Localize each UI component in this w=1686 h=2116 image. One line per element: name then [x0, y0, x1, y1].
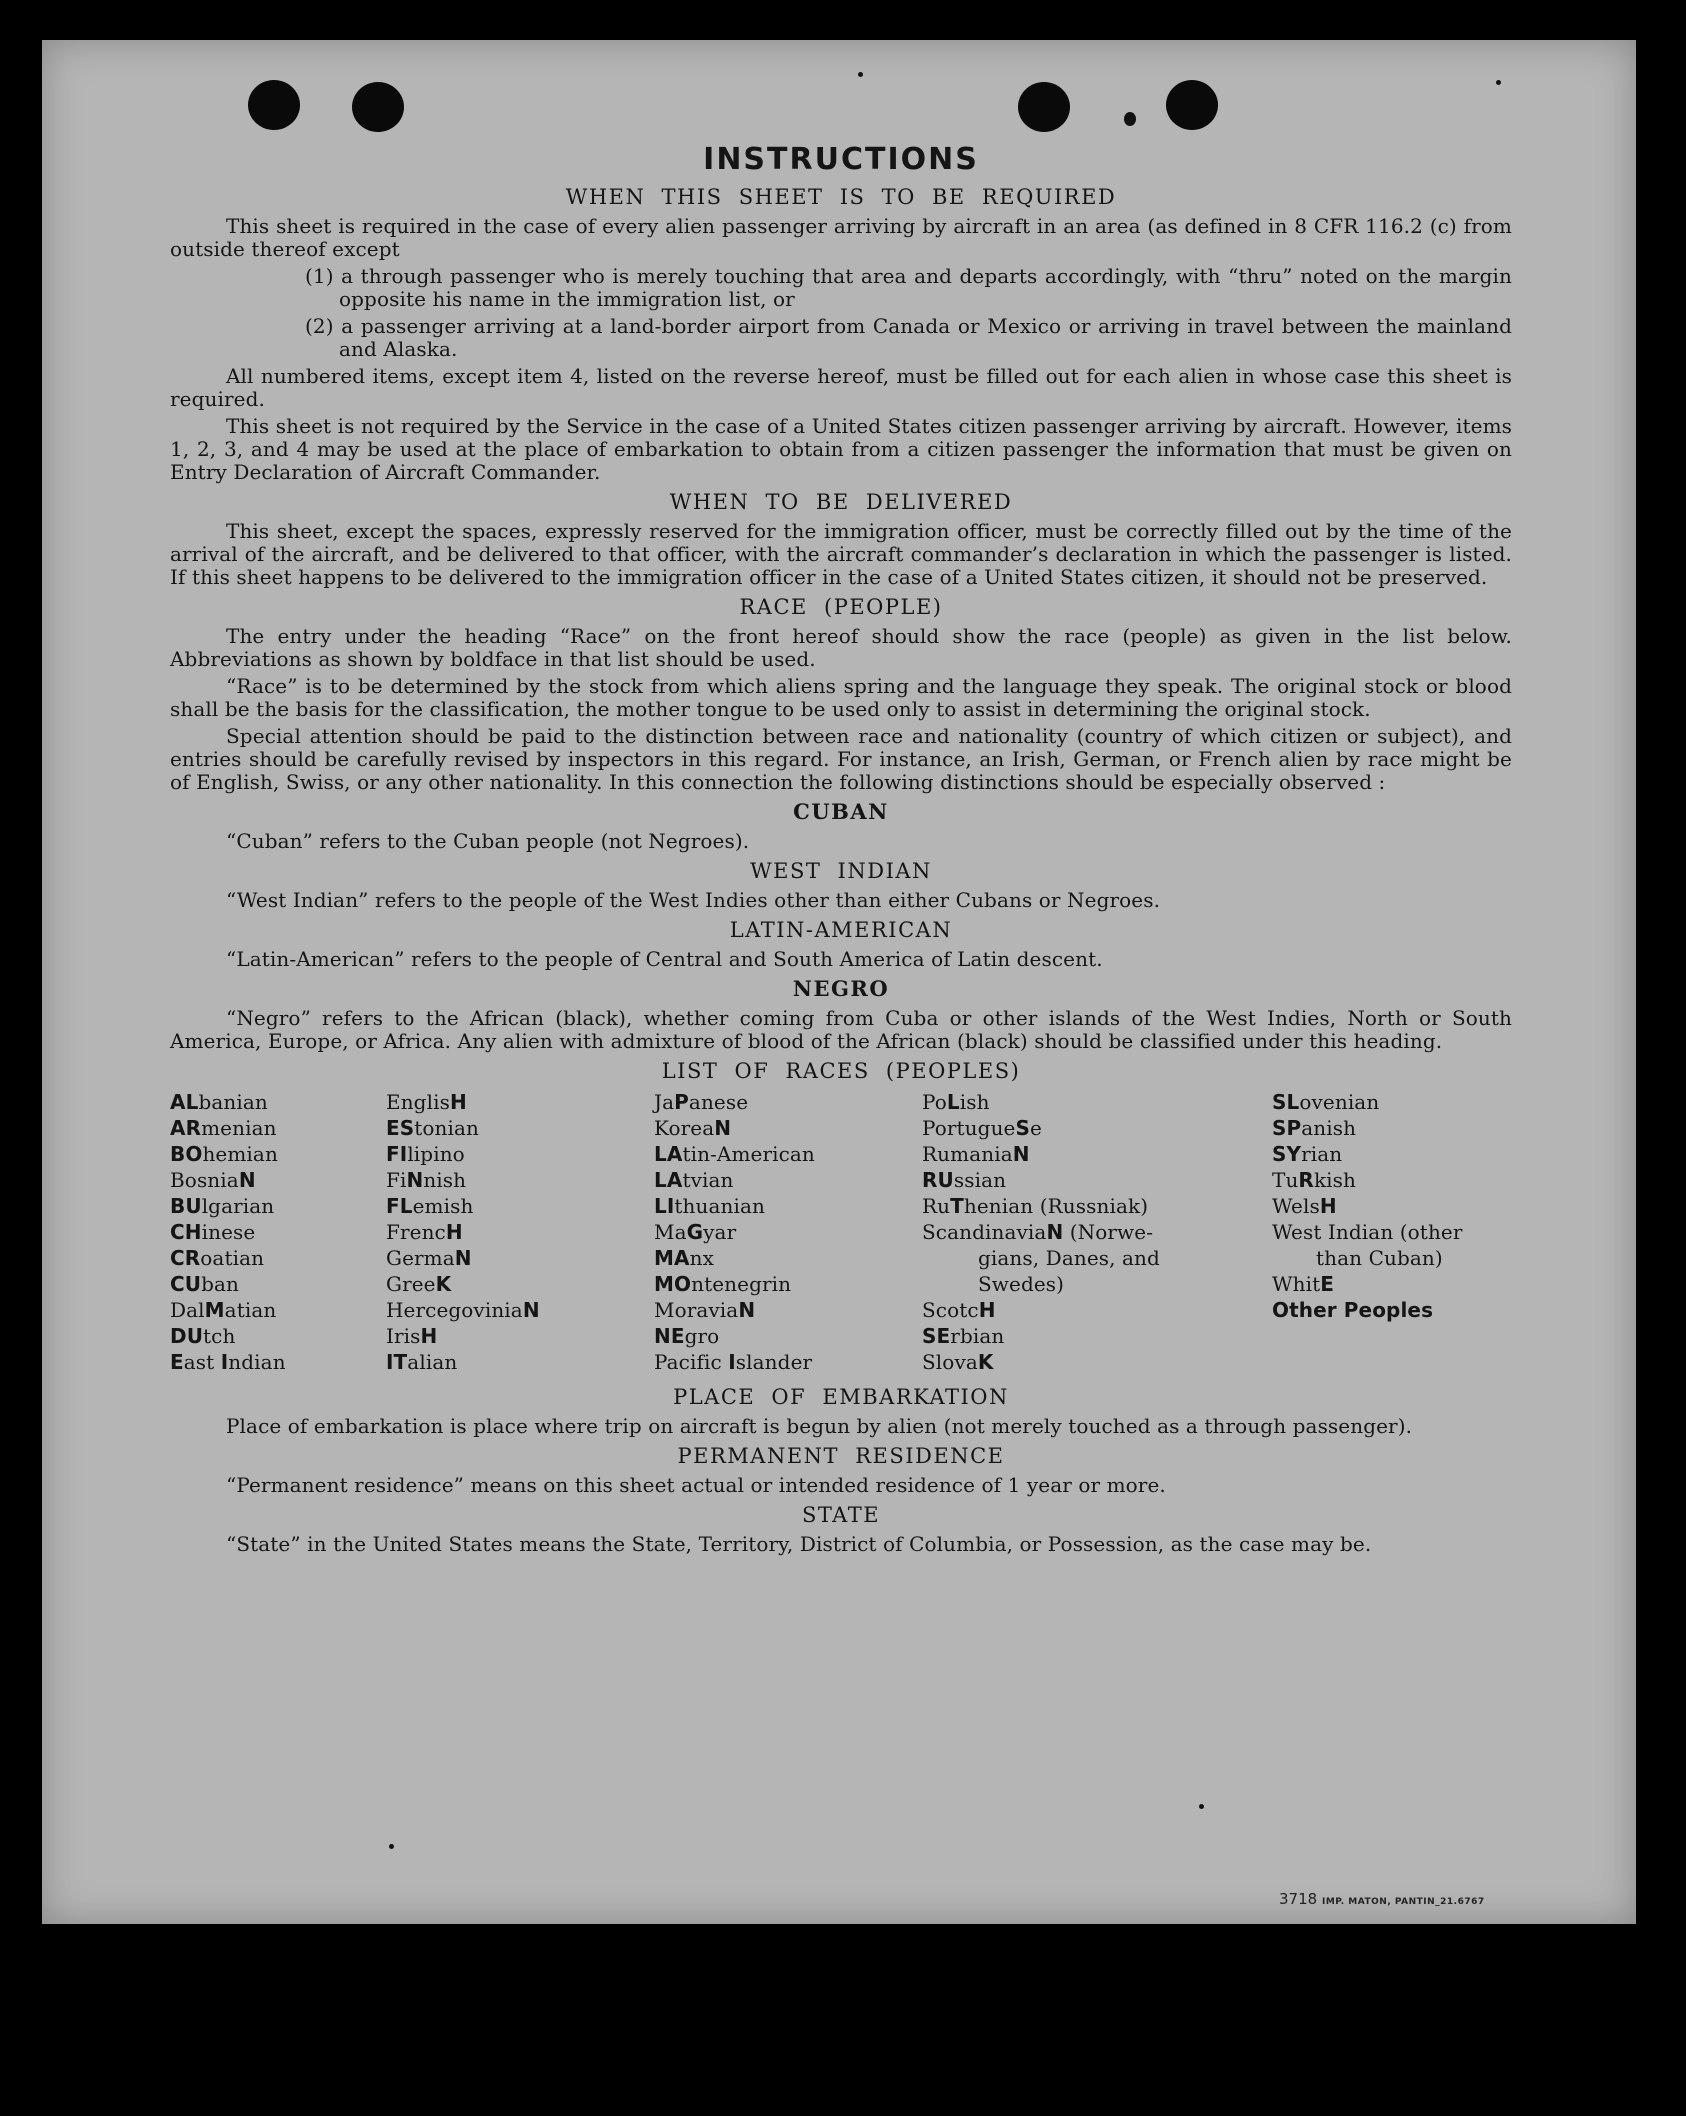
race-entry: ScandinaviaN (Norwe-	[922, 1220, 1154, 1244]
race-entry: IrisH	[386, 1324, 438, 1348]
race-entry: SErbian	[922, 1324, 1005, 1348]
race-entry: ARmenian	[170, 1116, 277, 1140]
race-entry: KoreaN	[654, 1116, 732, 1140]
race-list	[170, 1089, 1512, 1379]
race-entry: SLovenian	[1272, 1090, 1380, 1114]
heading-list-of-races: LIST OF RACES (PEOPLES)	[661, 1059, 1021, 1083]
paragraph: “State” in the United States means the State, Territory, District of Columbia, or Possession, as the case may be.	[226, 1532, 1372, 1556]
heading-embarkation: PLACE OF EMBARKATION	[673, 1385, 1009, 1409]
heading-negro: NEGRO	[792, 976, 890, 1001]
paragraph: All numbered items, except item 4, listed on the reverse hereof, must be filled out for each alien in whose case this sheet is required.	[170, 364, 1512, 411]
heading-when-required: WHEN THIS SHEET IS TO BE REQUIRED	[565, 185, 1117, 209]
race-column	[386, 1089, 646, 1375]
race-entry: BosniaN	[170, 1168, 256, 1192]
form-code: 3718	[1279, 1890, 1318, 1908]
heading-state: STATE	[801, 1503, 881, 1527]
heading-race: RACE (PEOPLE)	[739, 595, 943, 619]
race-entry: CRoatian	[170, 1246, 265, 1270]
race-entry: MOntenegrin	[654, 1272, 792, 1296]
paper-speck	[389, 1844, 394, 1849]
page-title: INSTRUCTIONS	[703, 142, 979, 177]
race-column	[1272, 1089, 1512, 1323]
paragraph: This sheet, except the spaces, expressly reserved for the immigration officer, must be correctly filled out by the time of the arrival of the aircraft, and be delivered to that officer, with the aircraft commander’s declaration in which the passenger is listed. If this sheet happens to be delivered to the immigration officer in the case of a United States citizen, it should not be preserved.	[170, 519, 1512, 589]
race-entry: Other Peoples	[1272, 1298, 1434, 1322]
race-entry: LAtin-American	[654, 1142, 815, 1166]
race-entry: East Indian	[170, 1350, 286, 1374]
heading-permanent-residence: PERMANENT RESIDENCE	[677, 1444, 1005, 1468]
race-entry: SPanish	[1272, 1116, 1357, 1140]
race-entry: TuRkish	[1272, 1168, 1356, 1192]
race-entry: DUtch	[170, 1324, 236, 1348]
race-entry: NEgro	[654, 1324, 720, 1348]
paragraph: “Latin-American” refers to the people of Central and South America of Latin descent.	[226, 947, 1103, 971]
paragraph: Special attention should be paid to the distinction between race and nationality (country of which citizen or subject), and entries should be carefully revised by inspectors in this regard. For instance, an Irish, German, or French alien by race might be of English, Swiss, or any other nationality. In this connection the following distinctions should be especially observed :	[170, 724, 1512, 794]
race-entry: GreeK	[386, 1272, 452, 1296]
race-entry: LIthuanian	[654, 1194, 765, 1218]
race-entry: JaPanese	[654, 1090, 749, 1114]
race-entry: EStonian	[386, 1116, 480, 1140]
heading-latin-american: LATIN-AMERICAN	[729, 918, 953, 942]
race-entry: CHinese	[170, 1220, 256, 1244]
paragraph: “Permanent residence” means on this sheet actual or intended residence of 1 year or more.	[226, 1473, 1166, 1497]
race-entry-continuation: than Cuban)	[1316, 1246, 1443, 1270]
race-entry: BOhemian	[170, 1142, 278, 1166]
race-entry: RUssian	[922, 1168, 1007, 1192]
race-entry: MaGyar	[654, 1220, 737, 1244]
paragraph: Place of embarkation is place where trip on aircraft is begun by alien (not merely touched as a through passenger).	[226, 1414, 1413, 1438]
paragraph: The entry under the heading “Race” on the front hereof should show the race (people) as given in the list below. Abbreviations as shown by boldface in that list should be used.	[170, 624, 1512, 671]
paragraph: This sheet is required in the case of every alien passenger arriving by aircraft in an area (as defined in 8 CFR 116.2 (c) from outside thereof except	[170, 214, 1512, 261]
race-entry-continuation: gians, Danes, and	[978, 1246, 1160, 1270]
race-column	[922, 1089, 1222, 1375]
race-entry: FrencH	[386, 1220, 463, 1244]
race-entry: WhitE	[1272, 1272, 1335, 1296]
paragraph: “West Indian” refers to the people of the West Indies other than either Cubans or Negroes.	[226, 888, 1161, 912]
race-entry: GermaN	[386, 1246, 472, 1270]
paragraph: “Cuban” refers to the Cuban people (not Negroes).	[226, 829, 750, 853]
race-entry: FiNnish	[386, 1168, 467, 1192]
heading-when-delivered: WHEN TO BE DELIVERED	[669, 490, 1013, 514]
race-entry: CUban	[170, 1272, 240, 1296]
race-entry: BUlgarian	[170, 1194, 275, 1218]
instructions-content	[170, 104, 1512, 1560]
paragraph: “Race” is to be determined by the stock from which aliens spring and the language they speak. The original stock or blood shall be the basis for the classification, the mother tongue to be used only to assist in determining the original stock.	[170, 674, 1512, 721]
race-entry-continuation: Swedes)	[978, 1272, 1065, 1296]
form-footer	[1279, 1890, 1485, 1908]
race-entry: RumaniaN	[922, 1142, 1030, 1166]
race-entry: MAnx	[654, 1246, 714, 1270]
race-entry: FLemish	[386, 1194, 474, 1218]
paragraph: This sheet is not required by the Service in the case of a United States citizen passenger arriving by aircraft. However, items 1, 2, 3, and 4 may be used at the place of embarkation to obtain from a citizen passenger the information that must be given on Entry Declaration of Aircraft Commander.	[170, 414, 1512, 484]
race-entry: WelsH	[1272, 1194, 1337, 1218]
document-page	[42, 40, 1636, 1924]
race-entry: ScotcH	[922, 1298, 996, 1322]
race-entry: RuThenian (Russniak)	[922, 1194, 1149, 1218]
race-entry: FIlipino	[386, 1142, 465, 1166]
printer-imprint: IMP. MATON, PANTIN_21.6767	[1321, 1897, 1485, 1907]
paragraph: “Negro” refers to the African (black), whether coming from Cuba or other islands of the West Indies, North or South America, Europe, or Africa. Any alien with admixture of blood of the African (black) should be classified under this heading.	[170, 1006, 1512, 1053]
heading-cuban: CUBAN	[793, 799, 889, 824]
race-entry: West Indian (other	[1272, 1220, 1463, 1244]
paper-speck	[1199, 1804, 1204, 1809]
race-entry: PoLish	[922, 1090, 990, 1114]
race-entry: DalMatian	[170, 1298, 277, 1322]
race-entry: Pacific Islander	[654, 1350, 813, 1374]
race-entry: SYrian	[1272, 1142, 1343, 1166]
race-entry: ALbanian	[170, 1090, 268, 1114]
race-entry: EnglisH	[386, 1090, 467, 1114]
race-entry: MoraviaN	[654, 1298, 756, 1322]
heading-west-indian: WEST INDIAN	[750, 859, 932, 883]
race-column	[170, 1089, 370, 1375]
race-entry: ITalian	[386, 1350, 458, 1374]
race-column	[654, 1089, 914, 1375]
exception-item-1: (1) a through passenger who is merely touching that area and departs accordingly, with “thru” noted on the margin opposite his name in the immigration list, or	[305, 264, 1512, 311]
race-entry: SlovaK	[922, 1350, 994, 1374]
exception-item-2: (2) a passenger arriving at a land-border airport from Canada or Mexico or arriving in travel between the mainland and Alaska.	[305, 314, 1512, 361]
race-entry: LAtvian	[654, 1168, 734, 1192]
paper-speck	[858, 72, 863, 77]
race-entry: PortugueSe	[922, 1116, 1042, 1140]
paper-speck	[1496, 80, 1501, 85]
race-entry: HercegoviniaN	[386, 1298, 540, 1322]
